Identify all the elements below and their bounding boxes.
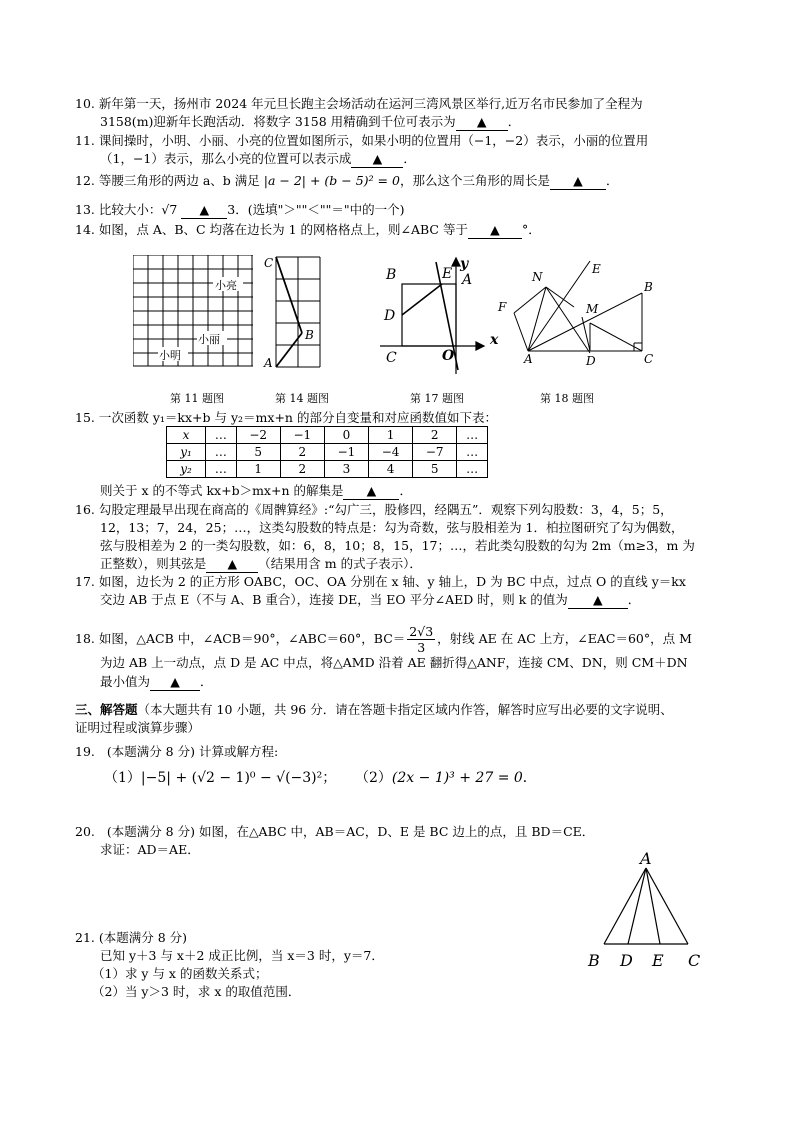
q20-line2: 求证：AD＝AE． xyxy=(100,842,200,857)
q15-line2: 则关于 x 的不等式 kx+b＞mx+n 的解集是 ▲ ． xyxy=(100,483,412,498)
svg-text:F: F xyxy=(498,300,507,314)
q18-line3: 最小值为 ▲ ． xyxy=(100,674,213,689)
svg-text:E: E xyxy=(592,262,601,276)
q19-expr1: |−5| + (√2 − 1)⁰ − √(−3)² xyxy=(140,770,323,786)
q19-expr2: (2x − 1)³ + 27 = 0 xyxy=(391,770,523,786)
caption-fig18: 第 18 题图 xyxy=(540,392,594,405)
svg-text:y: y xyxy=(460,256,469,272)
svg-text:B: B xyxy=(588,951,600,970)
q18-line1: 18. 如图，△ACB 中，∠ACB＝90°，∠ABC＝60°，BC＝ $\frac{2√3}{3}$ ，射线 AE 在 AC 上方，∠EAC＝60°，点 M xyxy=(75,624,692,655)
answer-blank: ▲ xyxy=(456,114,508,131)
q16-line1: 16. 勾股定理最早出现在商高的《周髀算经》:“勾广三，股修四，经隅五”．观察下列勾股数：3，4，5；5， xyxy=(75,502,673,517)
answer-blank: ▲ xyxy=(550,173,606,190)
answer-blank: ▲ xyxy=(343,483,399,500)
svg-text:x: x xyxy=(490,332,499,348)
q20-line1: 20. (本题满分 8 分) 如图，在△ABC 中，AB＝AC，D、E 是 BC 边上的点，且 BD＝CE． xyxy=(75,824,595,839)
svg-text:D: D xyxy=(384,308,396,324)
svg-text:E: E xyxy=(442,266,453,282)
figure-18-triangle xyxy=(494,255,664,375)
svg-text:M: M xyxy=(586,302,599,316)
svg-text:B: B xyxy=(644,280,653,294)
q15-line1: 15. 一次函数 y₁＝kx+b 与 y₂＝mx+n 的部分自变量和对应函数值如下表： xyxy=(75,410,497,425)
section3-header: 三、解答题（本大题共有 10 小题，共 96 分．请在答题卡指定区域内作答，解答时应写出必要的文字说明、 xyxy=(75,702,673,717)
q18-fraction: $\frac{2√3}{3}$ xyxy=(409,624,434,655)
q14-line: 14. 如图，点 A、B、C 均落在边长为 1 的网格格点上，则∠ABC 等于 ▲ °． xyxy=(75,222,541,237)
caption-fig11: 第 11 题图 xyxy=(170,392,224,405)
q17-line2: 交边 AB 于点 E（不与 A、B 重合），连接 DE，当 EO 平分∠AED 时，则 k 的值为 ▲ ． xyxy=(100,592,641,607)
answer-blank: ▲ xyxy=(150,674,200,691)
svg-text:D: D xyxy=(586,354,596,368)
answer-blank: ▲ xyxy=(568,592,628,609)
q18-line2: 为边 AB 上一动点，点 D 是 AC 中点，将△AMD 沿着 AE 翻折得△ANF，连接 CM、DN，则 CM＋DN xyxy=(100,655,688,670)
svg-text:A: A xyxy=(462,272,473,288)
q11-line2: （1，−1）表示，那么小亮的位置可以表示成 ▲ ． xyxy=(100,151,416,166)
q13-line: 13. 比较大小：√7 ▲ 3．(选填"＞""＜""＝"中的一个) xyxy=(75,202,405,217)
svg-text:E: E xyxy=(652,951,664,970)
q21-header: 21. (本题满分 8 分) xyxy=(75,930,188,945)
q10-line2: 3158(m)迎新年长跑活动．将数字 3158 用精确到千位可表示为 ▲ ． xyxy=(100,114,521,129)
q11-line1: 11. 课间操时，小明、小丽、小亮的位置如图所示，如果小明的位置用（−1，−2）表示，小丽的位置用 xyxy=(75,133,649,148)
q16-line2: 12，13；7，24，25；…，这类勾股数的特点是：勾为奇数，弦与股相差为 1．柏拉图研究了勾为偶数， xyxy=(100,520,684,535)
label-xiaoliang: 小亮 xyxy=(215,279,237,292)
q16-line3: 弦与股相差为 2 的一类勾股数，如：6，8，10；8，15，17；…，若此类勾股数的勾为 2m（m≥3，m 为 xyxy=(100,538,695,553)
q16-line4: 正整数），则其弦是 ▲ （结果用含 m 的式子表示）． xyxy=(100,556,422,571)
svg-text:B: B xyxy=(305,328,314,342)
svg-text:C: C xyxy=(644,352,654,366)
q10-line1: 10. 新年第一天，扬州市 2024 年元旦长跑主会场活动在运河三湾风景区举行,近万名市民参加了全程为 xyxy=(75,96,643,111)
answer-blank: ▲ xyxy=(181,202,227,219)
section3-desc2: 证明过程或演算步骤） xyxy=(75,720,201,735)
q21-part1: （1）求 y 与 x 的函数关系式； xyxy=(92,966,268,981)
table-row: x … −2 −1 0 1 2 … xyxy=(167,427,488,444)
table-row: y₂ … 1 2 3 4 5 … xyxy=(167,461,488,478)
answer-blank: ▲ xyxy=(351,151,403,168)
figure-20-triangle xyxy=(586,848,710,972)
svg-text:A: A xyxy=(640,849,652,868)
answer-blank: ▲ xyxy=(468,222,522,239)
q13-formula: √7 xyxy=(161,202,178,217)
q12-formula: |a − 2| + (b − 5)² = 0 xyxy=(263,173,400,188)
caption-fig14: 第 14 题图 xyxy=(275,392,329,405)
svg-text:A: A xyxy=(524,352,533,366)
svg-text:C: C xyxy=(264,256,274,270)
q15-value-table xyxy=(166,426,488,478)
q19-part1: （1）|−5| + (√2 − 1)⁰ − √(−3)²； xyxy=(104,770,337,786)
answer-blank: ▲ xyxy=(206,556,258,573)
q21-line1: 已知 y＋3 与 x＋2 成正比例，当 x＝3 时，y＝7． xyxy=(100,948,384,963)
q19-header: 19. (本题满分 8 分) 计算或解方程: xyxy=(75,744,279,759)
svg-text:O: O xyxy=(442,348,455,364)
svg-text:C: C xyxy=(688,951,701,970)
q17-line1: 17. 如图，边长为 2 的正方形 OABC，OC、OA 分别在 x 轴、y 轴上，D 为 BC 中点，过点 O 的直线 y＝kx xyxy=(75,574,686,589)
q12-line: 12. 等腰三角形的两边 a、b 满足 |a − 2| + (b − 5)² = 0，那么这个三角形的周长是 ▲ ． xyxy=(75,173,619,188)
svg-text:D: D xyxy=(620,951,633,970)
figure-17-square xyxy=(376,252,506,376)
q21-part2: （2）当 y＞3 时，求 x 的取值范围． xyxy=(92,984,301,999)
svg-text:N: N xyxy=(532,270,543,284)
svg-text:A: A xyxy=(264,356,273,370)
table-row: y₁ … 5 2 −1 −4 −7 … xyxy=(167,444,488,461)
label-xiaoming: 小明 xyxy=(159,349,181,362)
figure-14-grid xyxy=(262,255,328,373)
svg-text:B: B xyxy=(386,267,397,283)
label-xiaoli: 小丽 xyxy=(198,333,220,346)
svg-text:C: C xyxy=(386,350,397,366)
q19-part2: （2）(2x − 1)³ + 27 = 0． xyxy=(355,770,537,786)
figure-11-grid xyxy=(133,255,253,367)
caption-fig17: 第 17 题图 xyxy=(410,392,464,405)
